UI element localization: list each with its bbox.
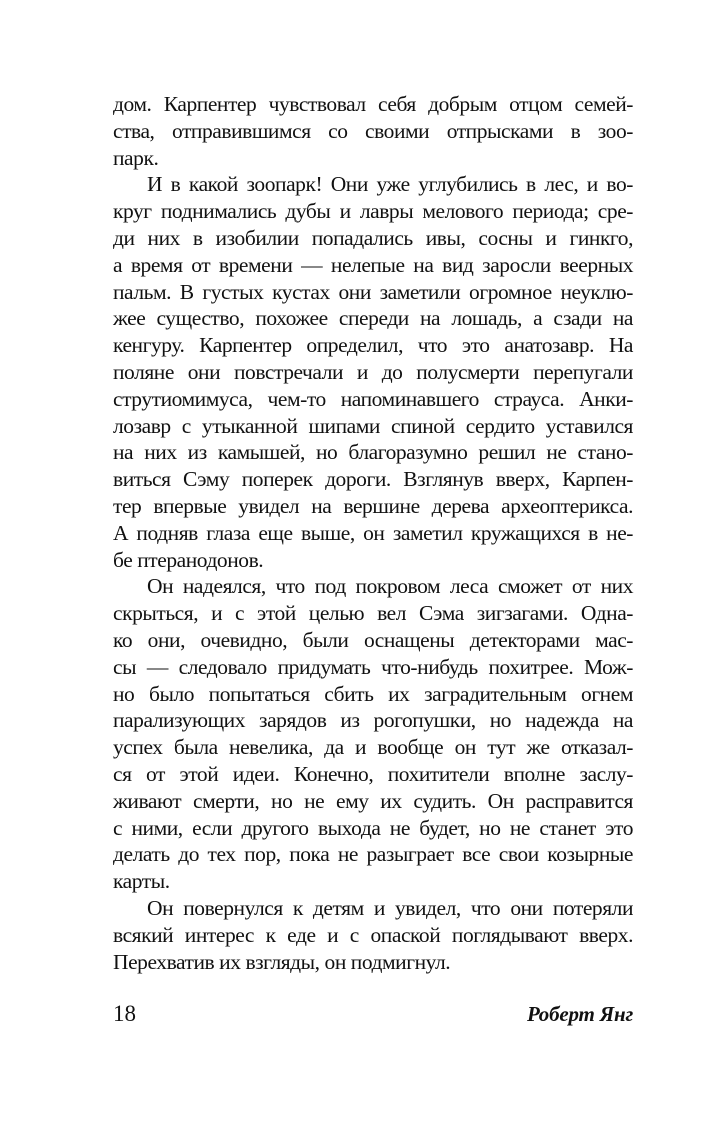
text-line: но было попытаться сбить их заградительным огнем <box>113 681 633 706</box>
text-line: Он надеялся, что под покровом леса сможет от них <box>147 574 633 599</box>
paragraph <box>113 573 633 895</box>
text-line: виться Сэму поперек дороги. Взглянув вверх, Карпен- <box>113 467 633 492</box>
text-line: ди них в изобилии попадались ивы, сосны и гинкго, <box>113 225 633 250</box>
text-line: А подняв глаза еще выше, он заметил кружащихся в не- <box>113 520 633 545</box>
text-line: ко они, очевидно, были оснащены детекторами мас- <box>113 627 633 652</box>
running-author: Роберт Янг <box>526 1002 633 1026</box>
paragraph <box>113 91 633 171</box>
text-line: поляне они повстречали и до полусмерти перепугали <box>113 359 633 384</box>
text-line: а время от времени — нелепые на вид заросли веерных <box>113 252 633 277</box>
text-line: скрыться, и с этой целью вел Сэма зигзагами. Одна- <box>113 601 633 626</box>
text-line: успех была невелика, да и вообще он тут же отказал- <box>113 735 633 760</box>
text-line: пальм. В густых кустах они заметили огромное неуклю- <box>113 279 633 304</box>
text-line: Перехватив их взгляды, он подмигнул. <box>113 949 451 974</box>
text-line: тер впервые увидел на вершине дерева археоптерикса. <box>113 493 633 518</box>
paragraph <box>113 171 633 573</box>
text-line: И в какой зоопарк! Они уже углубились в лес, и во- <box>147 172 633 197</box>
text-line: живают смерти, но не ему их судить. Он расправится <box>113 788 633 813</box>
text-line: парализующих зарядов из рогопушки, но надежда на <box>113 708 633 733</box>
page-footer <box>113 1000 633 1030</box>
text-line: ся от этой идеи. Конечно, похитители вполне заслу- <box>113 761 633 786</box>
text-line: на них из камышей, но благоразумно решил не стано- <box>113 440 633 465</box>
body-text <box>113 91 633 975</box>
text-line: струтиомимуса, чем-то напоминавшего страуса. Анки- <box>113 386 633 411</box>
text-line: жее существо, похожее спереди на лошадь, а сзади на <box>113 306 633 331</box>
paragraph <box>113 895 633 975</box>
text-line: с ними, если другого выхода не будет, но не станет это <box>113 815 633 840</box>
text-line: круг поднимались дубы и лавры мелового периода; сре- <box>113 199 633 224</box>
text-line: дом. Карпентер чувствовал себя добрым отцом семей- <box>113 92 633 116</box>
text-line: сы — следовало придумать что-нибудь похитрее. Мож- <box>113 654 633 679</box>
text-line: бе птеранодонов. <box>113 547 264 572</box>
text-line: Он повернулся к детям и увидел, что они потеряли <box>147 895 633 920</box>
text-line: лозавр с утыканной шипами спиной сердито уставился <box>113 413 633 438</box>
page-number: 18 <box>113 1001 136 1026</box>
text-line: карты. <box>113 869 170 894</box>
text-line: парк. <box>113 145 159 170</box>
text-line: ства, отправившимся со своими отпрысками в зоо- <box>113 118 633 143</box>
text-line: всякий интерес к еде и с опаской поглядывают вверх. <box>113 922 633 947</box>
text-line: кенгуру. Карпентер определил, что это анатозавр. На <box>113 333 633 358</box>
text-line: делать до тех пор, пока не разыграет все свои козырные <box>113 842 633 867</box>
